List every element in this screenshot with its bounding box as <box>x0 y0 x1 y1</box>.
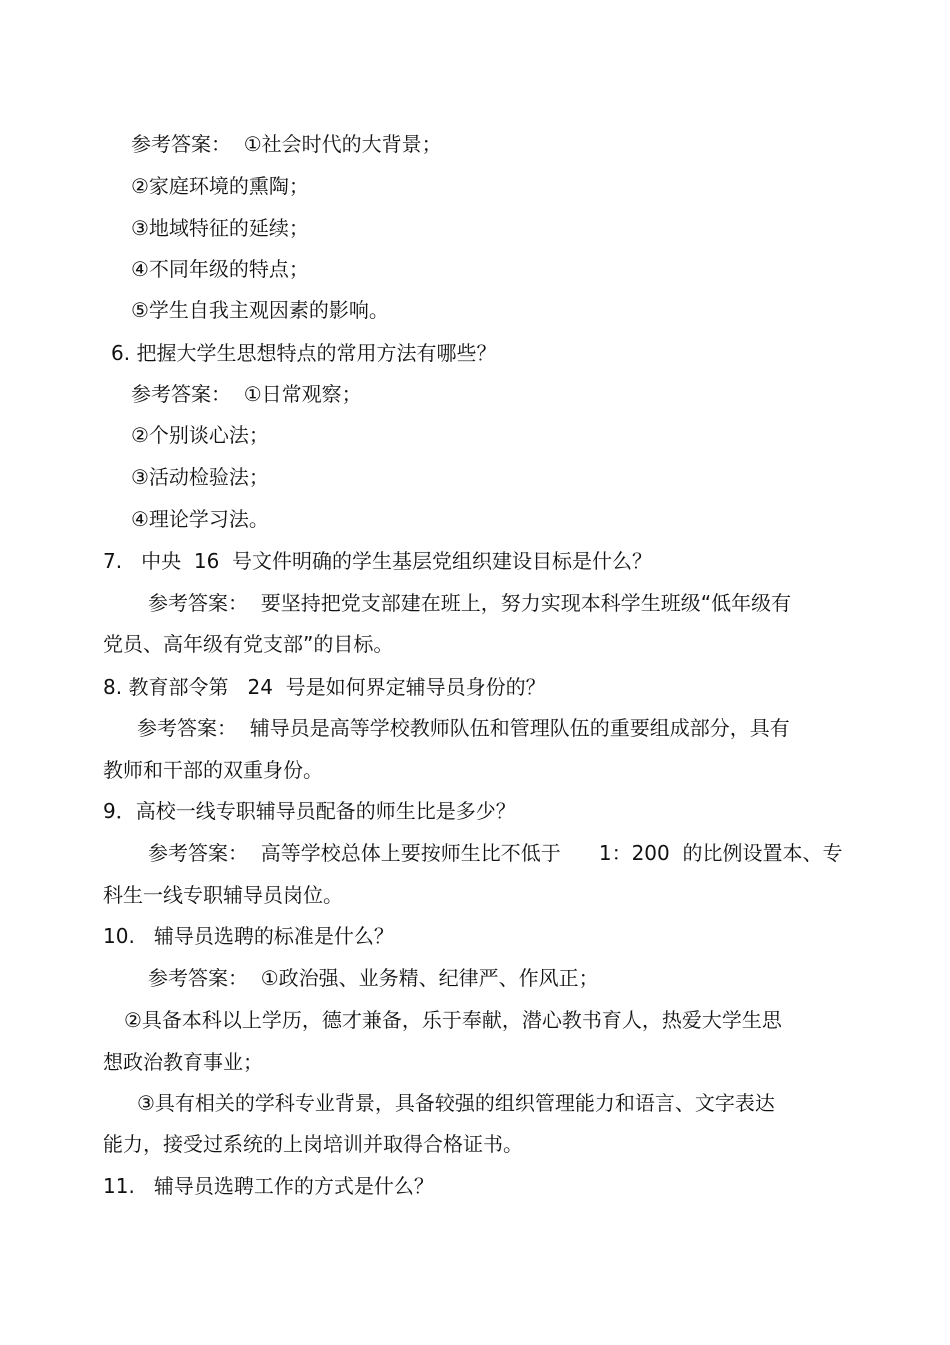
text-line: 党员、高年级有党支部”的目标。 <box>103 632 394 656</box>
question-heading: 10. 辅导员选聘的标准是什么？ <box>103 924 394 948</box>
text-line: 参考答案： 高等学校总体上要按师生比不低于 1：200 的比例设置本、专 <box>148 841 843 865</box>
text-line: ③具有相关的学科专业背景，具备较强的组织管理能力和语言、文字表达 <box>137 1091 775 1115</box>
question-heading: 6. 把握大学生思想特点的常用方法有哪些？ <box>111 341 497 365</box>
text-line: ③活动检验法； <box>131 465 269 489</box>
question-heading: 11. 辅导员选聘工作的方式是什么？ <box>103 1174 434 1198</box>
question-heading: 8. 教育部令第 24 号是如何界定辅导员身份的？ <box>103 675 546 699</box>
text-line: 参考答案： ①社会时代的大背景； <box>131 132 442 156</box>
text-line: 参考答案： 辅导员是高等学校教师队伍和管理队伍的重要组成部分，具有 <box>137 716 790 740</box>
text-line: ④不同年级的特点； <box>131 257 309 281</box>
text-line: 教师和干部的双重身份。 <box>103 758 323 782</box>
text-line: 参考答案： ①日常观察； <box>131 382 362 406</box>
text-line: ④理论学习法。 <box>131 507 269 531</box>
text-line: 能力，接受过系统的上岗培训并取得合格证书。 <box>103 1132 523 1156</box>
text-line: 科生一线专职辅导员岗位。 <box>103 883 343 907</box>
text-line: ③地域特征的延续； <box>131 216 309 240</box>
text-line: 参考答案： 要坚持把党支部建在班上，努力实现本科学生班级“低年级有 <box>148 591 792 615</box>
question-heading: 9．高校一线专职辅导员配备的师生比是多少？ <box>103 799 516 823</box>
text-line: ②个别谈心法； <box>131 423 269 447</box>
text-line: 想政治教育事业； <box>103 1050 263 1074</box>
text-line: ⑤学生自我主观因素的影响。 <box>131 298 389 322</box>
text-line: ②具备本科以上学历，德才兼备，乐于奉献，潜心教书育人，热爱大学生思 <box>124 1008 782 1032</box>
text-line: 参考答案： ①政治强、业务精、纪律严、作风正； <box>148 966 599 990</box>
question-heading: 7. 中央 16 号文件明确的学生基层党组织建设目标是什么？ <box>103 549 653 573</box>
text-line: ②家庭环境的熏陶； <box>131 174 309 198</box>
